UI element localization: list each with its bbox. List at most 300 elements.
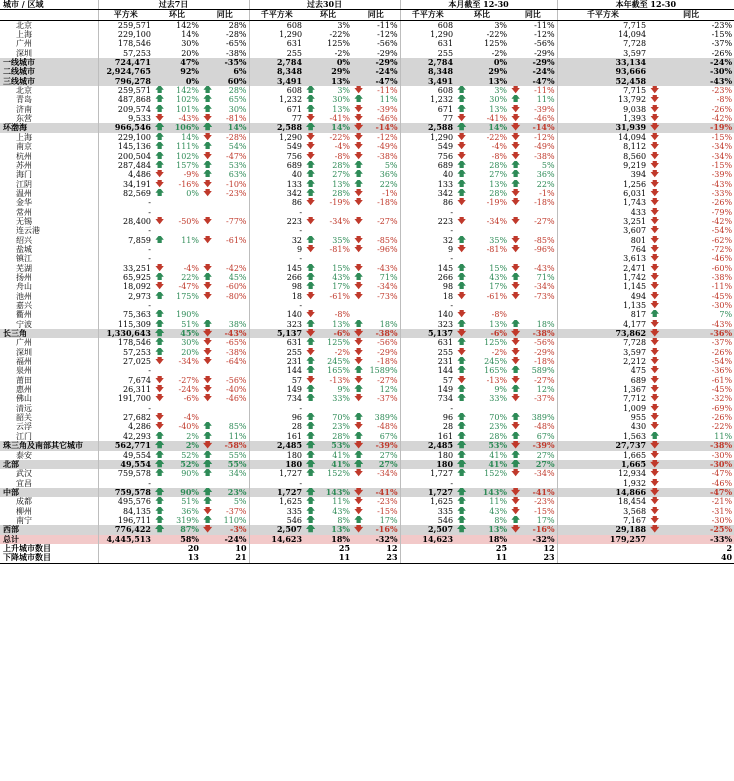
- pct-cell: [509, 497, 557, 506]
- value-cell: 796,278: [98, 77, 153, 86]
- value-cell: 546: [286, 515, 303, 525]
- pct-cell: [304, 451, 352, 460]
- pct-cell: [648, 105, 734, 114]
- pct-value: 165%: [327, 366, 351, 376]
- pct-cell: [455, 422, 509, 431]
- pct-cell: [201, 189, 249, 198]
- pct-cell: [304, 320, 352, 329]
- pct-cell: -47%: [509, 77, 557, 86]
- pct-value: -41%: [532, 487, 555, 497]
- pct-cell: [153, 245, 201, 254]
- arrow-up-icon: 🡅: [155, 319, 165, 329]
- arrow-down-icon: 🡇: [650, 170, 660, 180]
- pct-cell: [304, 385, 352, 394]
- pct-value: 41%: [489, 450, 508, 460]
- value-cell: 608: [437, 20, 454, 30]
- pct-cell: [509, 114, 557, 123]
- arrow-down-icon: 🡇: [650, 375, 660, 385]
- value-cell: 1,290: [430, 132, 454, 142]
- pct-cell: [648, 469, 734, 478]
- total-row: [0, 535, 734, 544]
- value-cell: 180: [400, 460, 455, 469]
- pct-cell: [201, 366, 249, 375]
- pct-value: -69%: [711, 403, 733, 413]
- city-name: 中部: [0, 488, 98, 497]
- value-cell: 8,112: [623, 142, 647, 152]
- pct-cell: [304, 488, 352, 497]
- arrow-down-icon: 🡇: [457, 198, 467, 208]
- value-cell: 144: [286, 366, 303, 376]
- pct-cell: [455, 133, 509, 142]
- pct-value: -73%: [534, 291, 555, 301]
- pct-cell: [509, 488, 557, 497]
- arrow-up-icon: 🡅: [203, 86, 213, 96]
- region-row: [0, 123, 734, 132]
- value-cell: 546: [437, 515, 454, 525]
- city-name: 柳州: [0, 507, 98, 516]
- value-cell: 57: [291, 375, 303, 385]
- value-cell: 8,560: [623, 151, 647, 161]
- pct-cell: [648, 133, 734, 142]
- table-row: [0, 217, 734, 226]
- arrow-down-icon: 🡇: [511, 142, 521, 152]
- pct-cell: -15%: [711, 30, 733, 40]
- pct-cell: 13%: [304, 77, 352, 86]
- pct-cell: [648, 525, 734, 534]
- value-cell: 33,134: [557, 58, 648, 67]
- pct-value: -13%: [329, 375, 351, 385]
- value-cell: 1,932: [623, 478, 647, 488]
- pct-cell: [509, 273, 557, 282]
- table-row: [0, 422, 734, 431]
- arrow-up-icon: 🡅: [155, 459, 165, 469]
- city-name: 宜昌: [0, 479, 98, 488]
- pct-cell: [648, 338, 734, 347]
- arrow-down-icon: 🡇: [650, 338, 660, 348]
- pct-value: -4%: [334, 142, 351, 152]
- value-cell: 342: [437, 188, 454, 198]
- pct-value: 51%: [181, 319, 199, 329]
- pct-value: -46%: [377, 114, 398, 124]
- pct-value: -46%: [711, 254, 733, 264]
- pct-cell: [648, 507, 734, 516]
- city-name: 广州: [0, 338, 98, 347]
- arrow-up-icon: 🡅: [354, 515, 364, 525]
- value-cell: [98, 553, 153, 563]
- arrow-down-icon: 🡇: [650, 301, 660, 310]
- arrow-up-icon: 🡅: [306, 525, 316, 535]
- value-cell: 33,251: [123, 263, 151, 273]
- arrow-up-icon: 🡅: [306, 86, 316, 96]
- arrow-down-icon: 🡇: [354, 142, 364, 152]
- value-cell: -: [148, 254, 151, 264]
- pct-cell: [201, 152, 249, 161]
- pct-cell: [455, 404, 509, 413]
- table-body: [0, 20, 734, 563]
- pct-value: -1%: [382, 188, 398, 198]
- pct-cell: 58%: [153, 535, 201, 544]
- value-cell: 1,625: [279, 497, 303, 507]
- pct-cell: [509, 460, 557, 469]
- pct-cell: [304, 273, 352, 282]
- arrow-down-icon: 🡇: [650, 403, 660, 413]
- pct-cell: -23%: [711, 20, 733, 30]
- arrow-down-icon: 🡇: [354, 347, 364, 357]
- pct-cell: [455, 292, 509, 301]
- value-cell: -: [450, 254, 454, 264]
- table-row: [0, 516, 734, 525]
- pct-cell: [648, 320, 734, 329]
- value-cell: -: [450, 301, 454, 310]
- pct-value: 43%: [489, 272, 508, 282]
- table-row: [0, 254, 734, 263]
- table-row: [0, 189, 734, 198]
- arrow-down-icon: 🡇: [650, 151, 660, 161]
- value-cell: 2,485: [400, 441, 455, 450]
- arrow-up-icon: 🡅: [511, 431, 521, 441]
- pct-value: 15%: [489, 263, 508, 273]
- value-cell: 7,712: [623, 394, 647, 404]
- value-cell: 57,253: [123, 48, 151, 58]
- value-cell: 1,727: [279, 469, 303, 479]
- pct-value: 23%: [332, 422, 351, 432]
- table-row: [0, 20, 734, 30]
- pct-value: -28%: [226, 132, 247, 142]
- pct-cell: [648, 264, 734, 273]
- arrow-down-icon: 🡇: [511, 347, 521, 357]
- pct-cell: [201, 245, 249, 254]
- pct-value: 71%: [536, 272, 555, 282]
- value-cell: 4,445,513: [98, 535, 153, 544]
- value-cell: 31,939: [557, 123, 648, 132]
- arrow-up-icon: 🡅: [155, 515, 165, 525]
- pct-value: -10%: [226, 179, 247, 189]
- pct-cell: -35%: [201, 58, 249, 67]
- pct-cell: [648, 217, 734, 226]
- pct-value: -34%: [377, 282, 398, 292]
- pct-cell: [352, 86, 400, 95]
- pct-cell: [304, 394, 352, 403]
- table-row: [0, 49, 734, 58]
- arrow-up-icon: 🡅: [511, 95, 521, 105]
- pct-value: -22%: [329, 132, 351, 142]
- pct-cell: [455, 95, 509, 104]
- city-name: 金华: [0, 198, 98, 207]
- arrow-up-icon: 🡅: [306, 469, 316, 479]
- pct-cell: [153, 516, 201, 525]
- pct-value: -19%: [486, 198, 508, 208]
- pct-value: 11%: [536, 95, 555, 105]
- city-name: 舟山: [0, 282, 98, 291]
- arrow-up-icon: 🡅: [203, 95, 213, 105]
- pct-cell: [153, 217, 201, 226]
- arrow-up-icon: 🡅: [155, 151, 165, 161]
- pct-value: 28%: [228, 86, 247, 96]
- pct-cell: [201, 376, 249, 385]
- arrow-down-icon: 🡇: [155, 357, 165, 367]
- pct-value: 102%: [176, 151, 199, 161]
- arrow-down-icon: 🡇: [306, 291, 316, 301]
- arrow-down-icon: 🡇: [650, 95, 660, 105]
- pct-cell: [153, 114, 201, 123]
- pct-value: 30%: [489, 95, 508, 105]
- pct-value: 3%: [337, 86, 351, 96]
- arrow-up-icon: 🡅: [203, 319, 213, 329]
- pct-value: -54%: [711, 357, 733, 367]
- group-header-ytd: 本年截至 12-30: [557, 0, 734, 10]
- value-cell: 27,682: [123, 413, 151, 423]
- pct-cell: [352, 198, 400, 207]
- pct-cell: [648, 236, 734, 245]
- pct-cell: [304, 189, 352, 198]
- pct-value: -30%: [711, 450, 733, 460]
- pct-value: -11%: [534, 86, 555, 96]
- pct-value: -11%: [377, 86, 398, 96]
- value-cell: 28,400: [123, 216, 151, 226]
- pct-cell: [455, 114, 509, 123]
- pct-cell: [352, 142, 400, 151]
- arrow-down-icon: 🡇: [354, 151, 364, 161]
- city-name: 清远: [0, 404, 98, 413]
- arrow-up-icon: 🡅: [354, 385, 364, 395]
- value-cell: 7,167: [623, 515, 647, 525]
- subcol-header: 千平方米: [249, 10, 304, 20]
- arrow-down-icon: 🡇: [650, 142, 660, 152]
- pct-cell: [509, 254, 557, 263]
- arrow-down-icon: 🡇: [155, 114, 165, 124]
- city-name: 无锡: [0, 217, 98, 226]
- pct-cell: [153, 292, 201, 301]
- value-cell: 133: [437, 179, 454, 189]
- pct-cell: [201, 170, 249, 179]
- value-cell: 223: [286, 216, 303, 226]
- pct-value: -37%: [226, 506, 247, 516]
- pct-cell: 20: [187, 543, 199, 553]
- pct-value: 30%: [228, 104, 247, 114]
- city-name: 韶关: [0, 413, 98, 422]
- arrow-down-icon: 🡇: [650, 450, 660, 460]
- arrow-up-icon: 🡅: [511, 160, 521, 170]
- pct-value: 245%: [484, 357, 508, 367]
- value-cell: 196,711: [117, 515, 151, 525]
- pct-value: -3%: [230, 525, 247, 535]
- pct-value: 17%: [379, 515, 398, 525]
- arrow-down-icon: 🡇: [155, 170, 165, 180]
- pct-value: 1589%: [369, 366, 398, 376]
- pct-cell: [648, 422, 734, 431]
- pct-cell: [509, 366, 557, 375]
- arrow-down-icon: 🡇: [650, 160, 660, 170]
- arrow-up-icon: 🡅: [306, 123, 316, 133]
- arrow-down-icon: 🡇: [457, 132, 467, 142]
- pct-value: 13%: [489, 104, 508, 114]
- pct-value: 8%: [494, 515, 508, 525]
- value-cell: 77: [291, 114, 303, 124]
- pct-value: -22%: [486, 132, 508, 142]
- pct-value: -34%: [534, 282, 555, 292]
- pct-value: 54%: [228, 142, 247, 152]
- arrow-down-icon: 🡇: [511, 338, 521, 348]
- arrow-down-icon: 🡇: [511, 123, 521, 133]
- pct-cell: 11: [304, 553, 352, 563]
- value-cell: 42,293: [123, 431, 151, 441]
- pct-value: 53%: [331, 441, 351, 451]
- pct-value: -96%: [377, 244, 398, 254]
- pct-value: 589%: [531, 366, 555, 376]
- pct-value: -2%: [334, 347, 351, 357]
- pct-cell: -65%: [201, 39, 249, 48]
- pct-value: -11%: [711, 282, 733, 292]
- pct-cell: [509, 404, 557, 413]
- pct-cell: [201, 348, 249, 357]
- pct-value: 152%: [327, 469, 351, 479]
- arrow-up-icon: 🡅: [306, 179, 316, 189]
- value-cell: 26,311: [123, 385, 151, 395]
- value-cell: 323: [437, 319, 454, 329]
- pct-cell: [509, 385, 557, 394]
- subcol-header: 环比: [153, 10, 201, 20]
- pct-value: 53%: [488, 441, 508, 451]
- value-cell: 27,737: [557, 441, 648, 450]
- pct-value: 13%: [489, 179, 508, 189]
- table-row: [0, 180, 734, 189]
- arrow-down-icon: 🡇: [511, 132, 521, 142]
- pct-value: 18%: [379, 319, 398, 329]
- value-cell: 817: [630, 310, 647, 320]
- arrow-up-icon: 🡅: [155, 441, 165, 451]
- pct-cell: [304, 329, 352, 338]
- arrow-down-icon: 🡇: [203, 506, 213, 516]
- pct-cell: -29%: [509, 58, 557, 67]
- value-cell: 631: [286, 39, 303, 49]
- arrow-up-icon: 🡅: [457, 431, 467, 441]
- value-cell: -: [148, 478, 151, 488]
- pct-value: 28%: [489, 188, 508, 198]
- value-cell: 3,613: [623, 254, 647, 264]
- arrow-up-icon: 🡅: [155, 188, 165, 198]
- pct-value: -77%: [226, 216, 247, 226]
- pct-cell: 30%: [181, 39, 199, 49]
- pct-value: 125%: [327, 338, 351, 348]
- city-name: 盐城: [0, 245, 98, 254]
- arrow-up-icon: 🡅: [203, 515, 213, 525]
- value-cell: 689: [437, 160, 454, 170]
- pct-value: 34%: [228, 469, 247, 479]
- pct-value: -26%: [711, 104, 733, 114]
- value-cell: 200,504: [117, 151, 151, 161]
- pct-cell: [455, 507, 509, 516]
- pct-value: -27%: [377, 375, 398, 385]
- pct-cell: 23: [352, 553, 400, 563]
- value-cell: 65,925: [123, 272, 151, 282]
- value-cell: 2,784: [400, 58, 455, 67]
- arrow-down-icon: 🡇: [203, 114, 213, 124]
- table-row: [0, 282, 734, 291]
- arrow-up-icon: 🡅: [155, 310, 165, 320]
- value-cell: 98: [291, 282, 303, 292]
- pct-cell: 3%: [494, 20, 508, 30]
- pct-value: 13%: [332, 104, 351, 114]
- arrow-down-icon: 🡇: [511, 263, 521, 273]
- arrow-down-icon: 🡇: [354, 104, 364, 114]
- arrow-down-icon: 🡇: [203, 394, 213, 404]
- arrow-down-icon: 🡇: [354, 394, 364, 404]
- city-name: 宁波: [0, 320, 98, 329]
- pct-cell: -56%: [352, 39, 400, 48]
- pct-cell: [455, 152, 509, 161]
- arrow-down-icon: 🡇: [354, 263, 364, 273]
- pct-value: 101%: [176, 104, 199, 114]
- pct-value: -61%: [329, 291, 351, 301]
- arrow-up-icon: 🡅: [354, 95, 364, 105]
- pct-cell: [153, 226, 201, 235]
- pct-cell: [509, 348, 557, 357]
- pct-cell: [153, 142, 201, 151]
- pct-cell: [153, 479, 201, 488]
- city-name: 成都: [0, 497, 98, 506]
- pct-value: 67%: [536, 431, 555, 441]
- pct-cell: [201, 329, 249, 338]
- pct-cell: -11%: [509, 20, 557, 30]
- pct-value: -40%: [178, 422, 199, 432]
- value-cell: 631: [437, 39, 454, 49]
- value-cell: 144: [437, 366, 454, 376]
- arrow-down-icon: 🡇: [354, 291, 364, 301]
- value-cell: 3,568: [623, 506, 647, 516]
- pct-cell: [304, 301, 352, 310]
- pct-cell: [201, 385, 249, 394]
- value-cell: 2,588: [400, 123, 455, 132]
- table-row: [0, 320, 734, 329]
- arrow-up-icon: 🡅: [457, 525, 467, 535]
- pct-value: 38%: [228, 319, 247, 329]
- arrow-up-icon: 🡅: [650, 431, 660, 441]
- pct-value: 22%: [536, 179, 555, 189]
- arrow-down-icon: 🡇: [650, 132, 660, 142]
- pct-value: -39%: [377, 104, 398, 114]
- arrow-down-icon: 🡇: [511, 394, 521, 404]
- pct-value: -46%: [711, 478, 733, 488]
- pct-cell: [509, 441, 557, 450]
- pct-value: 14%: [488, 123, 508, 133]
- arrow-up-icon: 🡅: [457, 263, 467, 273]
- pct-value: -54%: [711, 226, 733, 236]
- arrow-down-icon: 🡇: [306, 142, 316, 152]
- pct-cell: [648, 385, 734, 394]
- arrow-down-icon: 🡇: [457, 142, 467, 152]
- subcol-header: 同比: [352, 10, 400, 20]
- pct-value: 23%: [489, 422, 508, 432]
- pct-value: -36%: [711, 366, 733, 376]
- value-cell: 29,188: [557, 525, 648, 534]
- arrow-down-icon: 🡇: [650, 123, 660, 133]
- pct-value: 71%: [379, 272, 398, 282]
- pct-value: 15%: [332, 263, 351, 273]
- header-group-row: [0, 0, 734, 10]
- pct-cell: [509, 86, 557, 95]
- pct-cell: -29%: [352, 49, 400, 58]
- value-cell: 178,546: [117, 338, 151, 348]
- table-row: [0, 236, 734, 245]
- pct-cell: -24%: [352, 67, 400, 76]
- arrow-down-icon: 🡇: [354, 329, 364, 339]
- pct-cell: [648, 451, 734, 460]
- pct-cell: 29%: [304, 67, 352, 76]
- pct-cell: [304, 404, 352, 413]
- arrow-down-icon: 🡇: [511, 291, 521, 301]
- arrow-down-icon: 🡇: [457, 310, 467, 320]
- arrow-up-icon: 🡅: [306, 235, 316, 245]
